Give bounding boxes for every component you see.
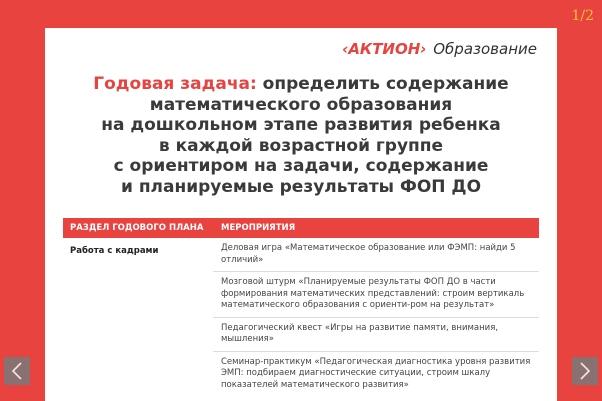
brand-logo <box>342 40 537 58</box>
page-title <box>55 74 547 197</box>
event-item: Семинар-практикум «Педагогическая диагностика уровня развития ЭМП: подбираем диагностические ситуации, строим шкалу показателей математического развития» <box>221 356 531 390</box>
title-line: определить содержание <box>256 74 509 94</box>
prev-page-button[interactable] <box>4 357 30 385</box>
table-header <box>63 218 539 238</box>
chevron-right-icon <box>579 361 591 381</box>
column-header-section: РАЗДЕЛ ГОДОВОГО ПЛАНА <box>70 223 204 233</box>
event-item: Мозговой штурм «Планируемые результаты ФОП ДО в части формирования математических представлений: строим вертикаль математического образования с ориенти-ром на результат» <box>213 272 539 318</box>
title-line: в каждой возрастной группе <box>158 135 444 156</box>
title-line: и планируемые результаты ФОП ДО <box>120 176 482 197</box>
brand-logo-mark: ‹АКТИОН› <box>342 40 427 58</box>
chevron-left-icon <box>11 361 23 381</box>
event-item: Деловая игра «Математическое образование или ФЭМП: найди 5 отличий» <box>213 238 539 272</box>
title-accent: Годовая задача: <box>93 74 257 94</box>
plan-table <box>63 218 539 396</box>
events-cell <box>213 238 539 396</box>
page-counter: 1/2 <box>571 8 594 24</box>
next-page-button[interactable] <box>572 357 598 385</box>
table-row <box>63 238 539 396</box>
title-line: математического образования <box>149 94 453 115</box>
title-line: с ориентиром на задачи, содержание <box>113 156 489 176</box>
document-page <box>45 28 557 401</box>
brand-logo-subtitle: Образование <box>433 40 537 58</box>
title-line: на дошкольном этапе развития ребенка <box>101 115 501 135</box>
event-item: Педагогический квест «Игры на развитие памяти, внимания, мышления» <box>213 318 539 352</box>
section-cell: Работа с кадрами <box>70 246 159 256</box>
column-header-events: МЕРОПРИЯТИЯ <box>221 223 296 233</box>
